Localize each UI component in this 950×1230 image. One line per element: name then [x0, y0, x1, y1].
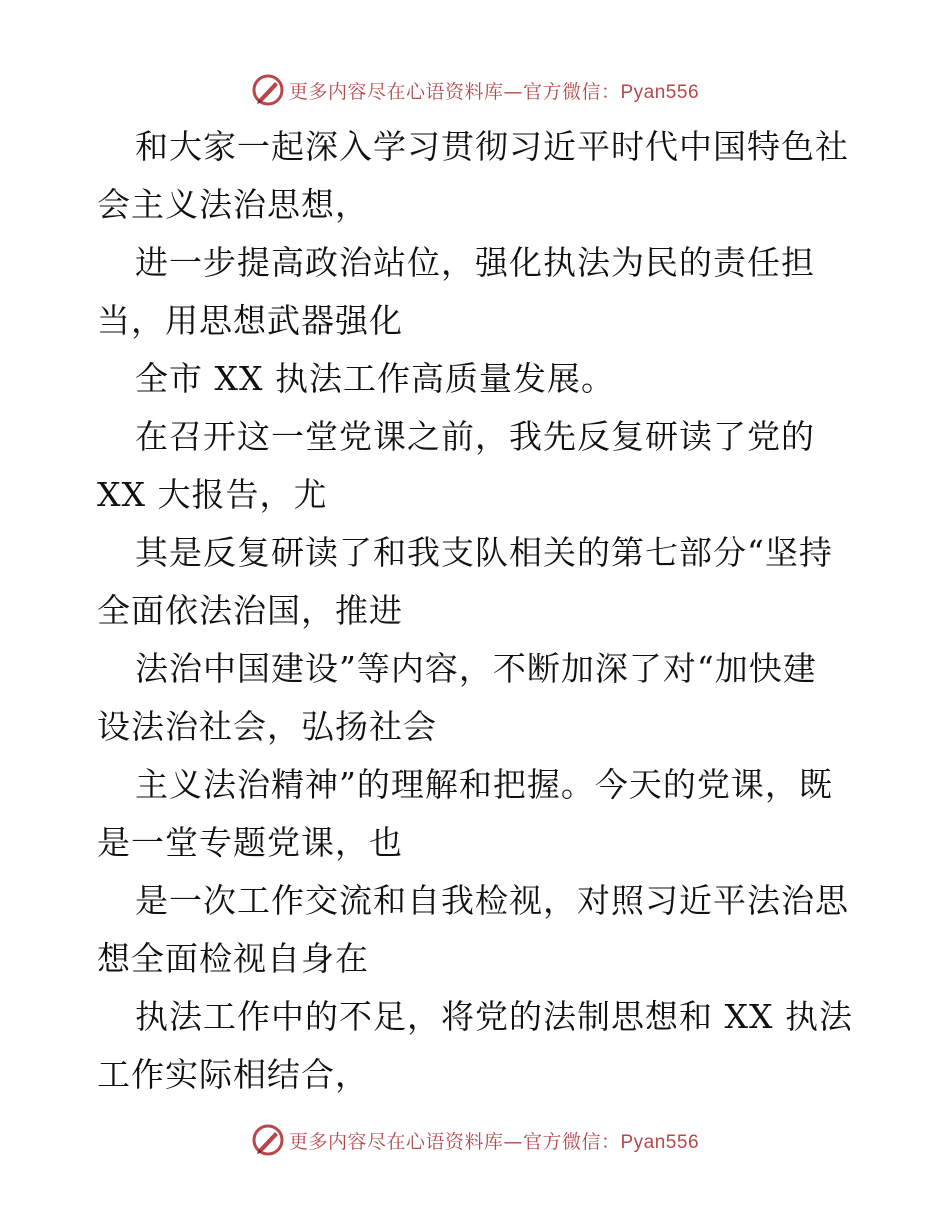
banner-text [289, 1127, 699, 1154]
text-line: 是一次工作交流和自我检视，对照习近平法治思 [135, 881, 849, 920]
footer-banner [0, 1120, 950, 1160]
pen-logo-icon [251, 1123, 285, 1157]
text-line: 全市 XX 执法工作高质量发展。 [135, 359, 615, 398]
document-body [97, 118, 857, 1104]
header-banner [0, 70, 950, 110]
text-line: 会主义法治思想， [97, 185, 369, 224]
text-line: 全面依法治国，推进 [97, 591, 403, 630]
text-line: 设法治社会，弘扬社会 [97, 707, 437, 746]
text-line: 法治中国建设”等内容，不断加深了对“加快建 [135, 649, 817, 688]
banner-handle: Pyan556 [620, 81, 700, 103]
text-line: 其是反复研读了和我支队相关的第七部分“坚持 [135, 533, 833, 572]
text-line: 和大家一起深入学习贯彻习近平时代中国特色社 [135, 127, 849, 166]
text-line: 在召开这一堂党课之前，我先反复研读了党的 [135, 417, 815, 456]
text-line: 工作实际相结合， [97, 1055, 369, 1094]
banner-label: 更多内容尽在心语资料库—官方微信： [288, 1130, 621, 1153]
text-line: 是一堂专题党课，也 [97, 823, 403, 862]
text-line: 执法工作中的不足，将党的法制思想和 XX 执法 [135, 997, 853, 1036]
pen-logo-icon [251, 73, 285, 107]
text-line: 想全面检视自身在 [97, 939, 369, 978]
banner-handle: Pyan556 [620, 1131, 700, 1153]
banner-label: 更多内容尽在心语资料库—官方微信： [288, 80, 621, 103]
text-line: 当，用思想武器强化 [97, 301, 403, 340]
text-line: 进一步提高政治站位，强化执法为民的责任担 [135, 243, 815, 282]
banner-text [289, 77, 699, 104]
text-line: XX 大报告，尤 [97, 475, 328, 514]
text-line: 主义法治精神”的理解和把握。今天的党课，既 [135, 765, 833, 804]
